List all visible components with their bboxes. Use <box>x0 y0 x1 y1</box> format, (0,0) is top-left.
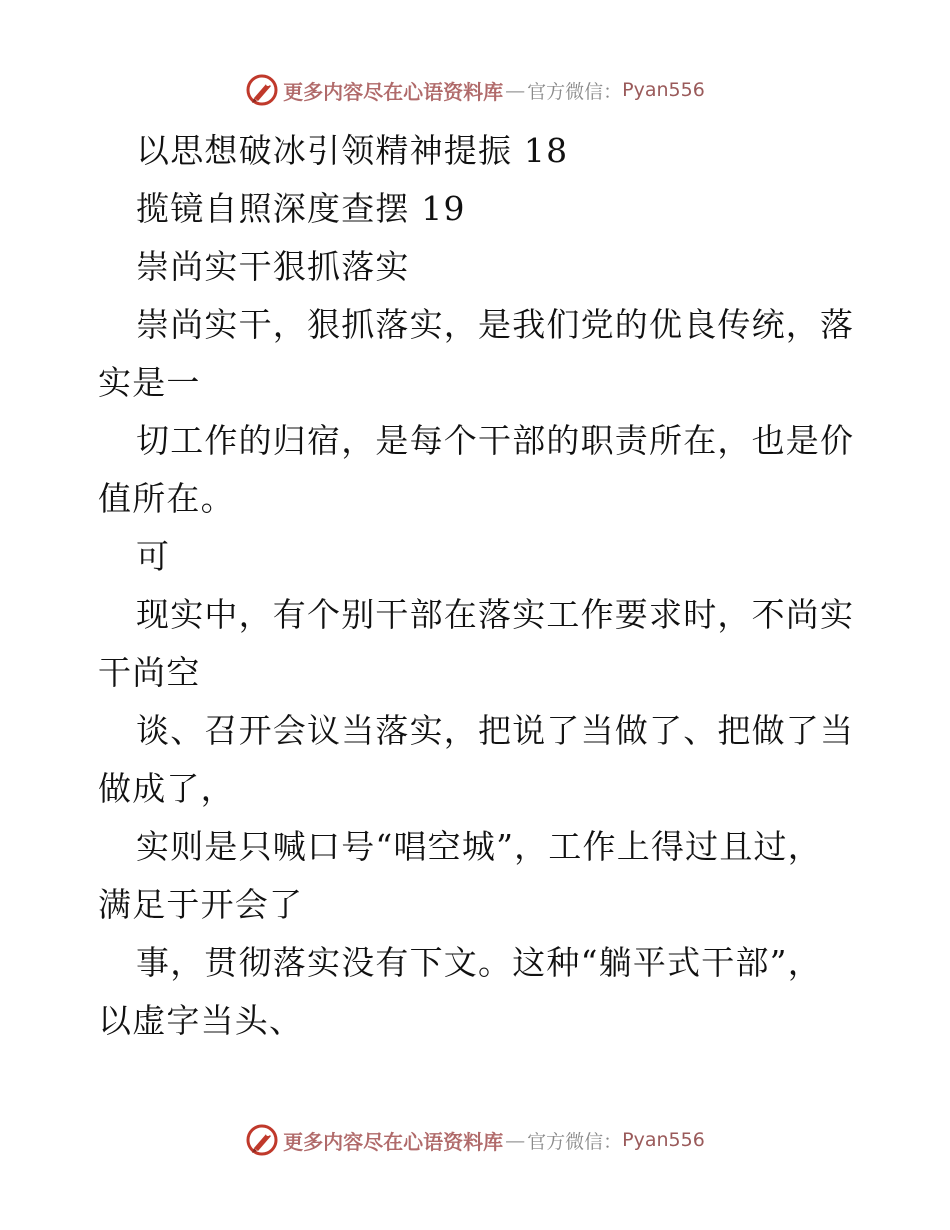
text-line: 可 <box>136 537 171 576</box>
banner-wechat-label: 官方微信： <box>527 1130 623 1153</box>
header-watermark-banner <box>0 70 950 110</box>
text-line: 干尚空 <box>98 653 201 692</box>
banner-dash: — <box>505 78 526 102</box>
text-line: 满足于开会了 <box>98 885 304 924</box>
banner-text: 更多内容尽在心语资料库 <box>283 79 504 104</box>
banner-wechat-id: Pyan556 <box>622 79 705 101</box>
banner-text: 更多内容尽在心语资料库 <box>283 1129 504 1154</box>
text-line: 以思想破冰引领精神提振 18 <box>136 131 569 170</box>
text-line: 崇尚实干狠抓落实 <box>136 247 410 286</box>
text-line: 实是一 <box>98 363 201 402</box>
text-line: 谈、召开会议当落实，把说了当做了、把做了当 <box>136 711 855 750</box>
text-line: 崇尚实干，狠抓落实，是我们党的优良传统，落 <box>136 305 855 344</box>
banner-wechat-id: Pyan556 <box>622 1129 705 1151</box>
text-line: 以虚字当头、 <box>98 1001 304 1040</box>
banner-dash: — <box>505 1128 526 1152</box>
text-line: 事，贯彻落实没有下文。这种“躺平式干部”， <box>136 943 822 982</box>
footer-watermark-banner <box>0 1120 950 1160</box>
text-line: 实则是只喊口号“唱空城”，工作上得过且过， <box>136 827 822 866</box>
text-line: 切工作的归宿，是每个干部的职责所在，也是价 <box>136 421 855 460</box>
text-line: 现实中，有个别干部在落实工作要求时，不尚实 <box>136 595 855 634</box>
document-body <box>98 122 858 1050</box>
pen-logo-icon <box>245 1123 279 1157</box>
banner-wechat-label: 官方微信： <box>527 80 623 103</box>
text-line: 做成了， <box>98 769 235 808</box>
pen-logo-icon <box>245 73 279 107</box>
text-line: 揽镜自照深度查摆 19 <box>136 189 466 228</box>
text-line: 值所在。 <box>98 479 235 518</box>
